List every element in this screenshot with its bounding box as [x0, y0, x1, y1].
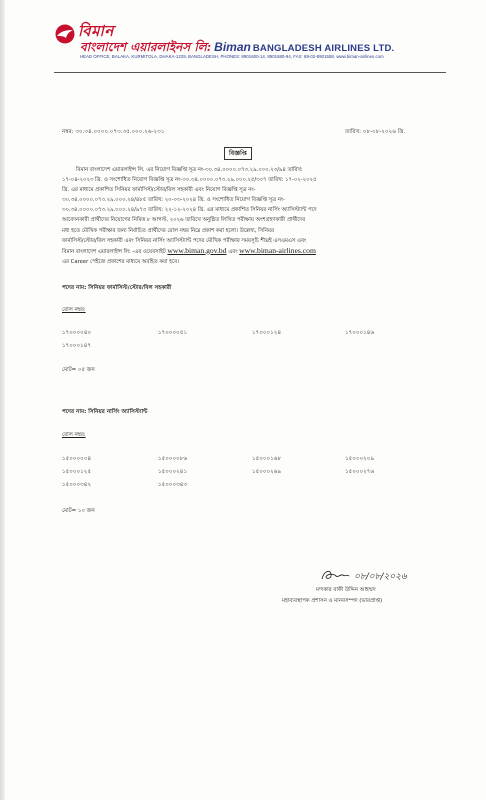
roll-number: ১৭০০০০৫১: [158, 330, 188, 336]
notice-title: বিজ্ঞপ্তি: [224, 147, 252, 160]
body-line-websites: [62, 246, 427, 257]
roll-number: ১৫০০০৩৪৩: [158, 482, 188, 488]
roll-number: ১৫০০০২০৯: [345, 456, 375, 462]
roll-label: রোল নম্বর:: [62, 432, 86, 438]
notice-date: তারিখ: ০৮-০৮-২০২৬ খ্রি.: [345, 129, 406, 135]
post-total: মোট= ১০ জন: [62, 508, 95, 514]
handwritten-signature: [318, 565, 438, 587]
roll-number: ১৫০০০০৮৬: [158, 456, 188, 462]
website-link-gov[interactable]: www.biman.gov.bd: [167, 245, 227, 255]
body-line: ফার্মাসিস্ট/স্টোর/বিল সহকারী এবং সিনিয়র নার্সিং অ্যাসিস্ট্যান্ট পদের মৌখিক পরীক্ষার সময়সূচি শীঘ্রই এসএমএস এবং: [62, 237, 307, 244]
roll-label: রোল নম্বর:: [62, 307, 86, 313]
roll-number: ১৭০০০১৪৭: [62, 343, 92, 349]
post-title-pharmacist: পদের নাম: সিনিয়র ফার্মাসিস্ট/স্টোর/বিল সহকারী: [62, 285, 172, 291]
biman-bird-logo-icon: [54, 24, 76, 44]
website-link-airlines[interactable]: www.biman-airlines.com: [239, 245, 316, 255]
signatory-name: মন্দকার বাকী উদ্দিন আহম্মদ: [316, 587, 376, 593]
reference-number: নম্বর: ৩০.৩৪.০০০০.০৭৩.৩৫.০০০.২৬-২৩১: [62, 129, 165, 135]
body-line: বিমান বাংলাদেশ এয়ারলাইন্স লি. এর নিয়োগ বিজ্ঞপ্তি সূত্র নং-৩০.৩৪.০০০০.০৭৩.২৯.০০০.২৩/৯৪ তারিখ:: [76, 167, 303, 173]
roll-number: ১৫০০০১২৫: [62, 469, 92, 475]
svg-text:০৮/০৮/২০২৬: ০৮/০৮/২০২৬: [354, 572, 407, 582]
signatory-designation: মহাব্যবস্থাপক প্রশাসন ও মানবসম্পদ (ভারপ্রাপ্ত): [282, 598, 383, 604]
body-line-text: বিমান বাংলাদেশ এয়ারলাইন্স লি: -এর ওয়েবসাইট: [62, 248, 166, 255]
scan-edge: [0, 0, 5, 800]
letterhead: [54, 20, 454, 68]
body-line: খ্রি. এর মাধ্যমে প্রকাশিত সিনিয়র ফার্মাসিস্ট/স্টোর/বিল সহকারী এবং নিয়োগ বিজ্ঞপ্তি সূত্র নং-: [62, 187, 256, 194]
letterhead-english-name: BANGLADESH AIRLINES LTD.: [252, 43, 395, 54]
roll-number: ১৫০০০৩৪২: [62, 482, 92, 488]
post-title-nursing: পদের নাম: সিনিয়র নার্সিং অ্যাসিস্ট্যান্ট: [62, 409, 148, 415]
roll-number: ১৫০০০২৪১: [158, 469, 188, 475]
letterhead-address: HEAD OFFICE, BALAKA, KURMITOLA, DHAKA-1229, BANGLADESH, PHONES: 8901600-14, 8901680-94, FAX: 88-02-8901558, www.biman-airlines.com: [80, 54, 384, 59]
roll-number: ১৭০০০০৪০: [62, 330, 92, 336]
body-line: ৩০.৩৪.০০০০.০৭৩.২৯.০০০.২৪/৯৭৩ তারিখ: ২২-১২-২০২৪ খ্রি. এর মাধ্যমে প্রকাশিত সিনিয়র নার্সিং অ্যাসিস্ট্যান্ট পদে: [62, 207, 317, 214]
roll-number: ১৭০০০১২৪: [252, 330, 282, 336]
letterhead-divider: [54, 72, 446, 73]
body-line: আবেদনকারী প্রার্থীদের নিয়োগের নিমিত্ত ৮ আগস্ট, ২০২৬ তারিখে অনুষ্ঠিত লিখিত পরীক্ষায় অংশগ্রহণকারী প্রার্থীদের: [62, 217, 306, 224]
letterhead-bangla-name: বাংলাদেশ এয়ারলাইনস লি:: [80, 40, 212, 54]
body-line: মধ্য হতে মৌখিক পরীক্ষার জন্য নির্বাচিত প্রার্থীদের রোল নম্বর নিম্নে প্রকাশ করা হলো। উল্লেখ্য, সিনিয়র: [62, 227, 274, 234]
letterhead-english-brand: Biman: [214, 40, 251, 54]
roll-number: ১৫০০০১৬৮: [252, 456, 282, 462]
letterhead-bangla-brand: বিমান: [78, 22, 114, 40]
body-line: এর Career পেইজে প্রকাশের মাধ্যমে অবহিত করা হবে।: [62, 258, 179, 265]
body-connector-text: এবং: [228, 248, 238, 255]
post-total: মোট= ০৫ জন: [62, 367, 95, 373]
roll-number: ১৫০০০২৭৬: [345, 469, 375, 475]
body-line: ৩০.৩৪.০০০০.০৭৩.২৯.০০০.২৪/৪৮৫ তারিখ: ২০-০৩-২০২৪ খ্রি. ও সংশোধিত নিয়োগ বিজ্ঞপ্তি সূত্র নং-: [62, 197, 286, 204]
notice-body: [62, 165, 427, 267]
roll-number: ১৭০০০১৪৬: [345, 330, 375, 336]
body-line: ১৭-০৪-২০২৩ খ্রি. ও সংশোধিত নিয়োগ বিজ্ঞপ্তি সূত্র নং-৩০.৩৪.০০০০.০৭৩.২৯.০০০.২৫/৩০৭ তারিখ: ১৭-০২-২০২৫: [62, 177, 317, 184]
roll-number: ১৫০০০২৬৯: [252, 469, 282, 475]
roll-number: ১৫০০০০০৪: [62, 456, 92, 462]
